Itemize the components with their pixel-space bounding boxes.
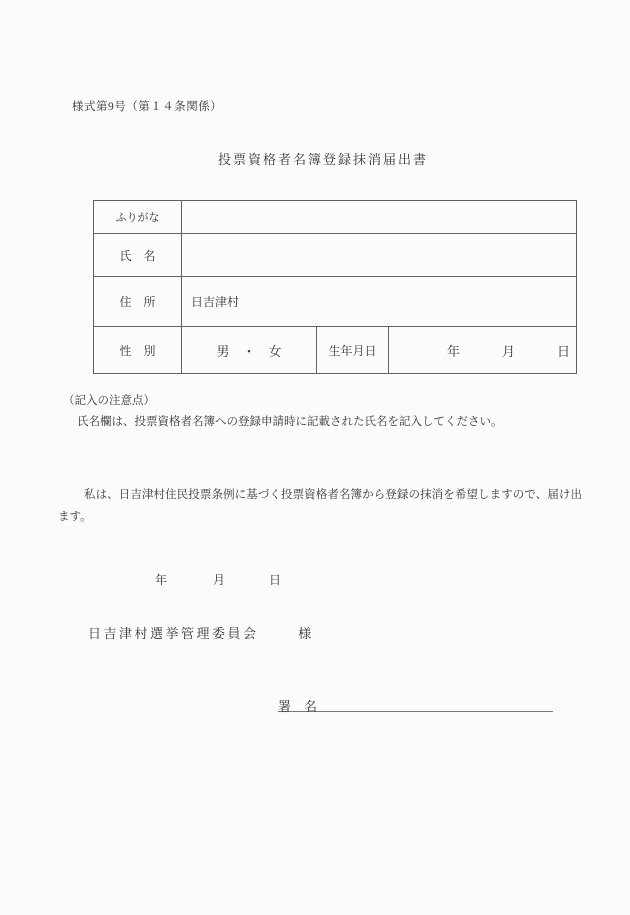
table-row-furigana bbox=[94, 201, 577, 234]
form-number: 様式第9号（第１４条関係） bbox=[72, 101, 223, 113]
table-row-name bbox=[94, 234, 577, 277]
notes-block bbox=[63, 391, 503, 433]
signature-label: 署 名 bbox=[278, 699, 318, 714]
table-row-address bbox=[94, 277, 577, 327]
recipient-honorific: 様 bbox=[298, 626, 314, 641]
name-blank-cell bbox=[182, 234, 577, 277]
notes-heading: （記入の注意点） bbox=[63, 395, 155, 407]
notes-line: 氏名欄は、投票資格者名簿への登録申請時に記載された氏名を記入してください。 bbox=[77, 416, 503, 428]
declaration-paragraph: 私は、日吉津村住民投票条例に基づく投票資格者名簿から登録の抹消を希望しますので、届け出ます。 bbox=[58, 489, 582, 523]
applicant-info-table bbox=[93, 200, 577, 374]
date-year-label: 年 bbox=[155, 573, 168, 587]
name-label: 氏 名 bbox=[94, 234, 182, 277]
recipient-line bbox=[88, 623, 314, 642]
birth-month-label: 月 bbox=[501, 343, 515, 359]
gender-label: 性 別 bbox=[94, 327, 182, 374]
birth-day-label: 日 bbox=[557, 343, 571, 359]
table-row-gender bbox=[94, 327, 577, 374]
gender-options: 男 ・ 女 bbox=[182, 327, 317, 374]
address-label: 住 所 bbox=[94, 277, 182, 327]
date-day-label: 日 bbox=[269, 573, 282, 587]
signature-line bbox=[278, 696, 553, 712]
birthdate-value-cell bbox=[389, 327, 577, 374]
date-line bbox=[0, 571, 281, 588]
birth-year-label: 年 bbox=[446, 343, 460, 359]
page-title: 投票資格者名簿登録抹消届出書 bbox=[217, 152, 428, 167]
birthdate-label: 生年月日 bbox=[317, 327, 389, 374]
furigana-label: ふりがな bbox=[94, 201, 182, 234]
address-value: 日吉津村 bbox=[182, 277, 577, 327]
date-month-label: 月 bbox=[213, 573, 226, 587]
furigana-blank-cell bbox=[182, 201, 577, 234]
recipient-name: 日吉津村選挙管理委員会 bbox=[88, 626, 259, 641]
